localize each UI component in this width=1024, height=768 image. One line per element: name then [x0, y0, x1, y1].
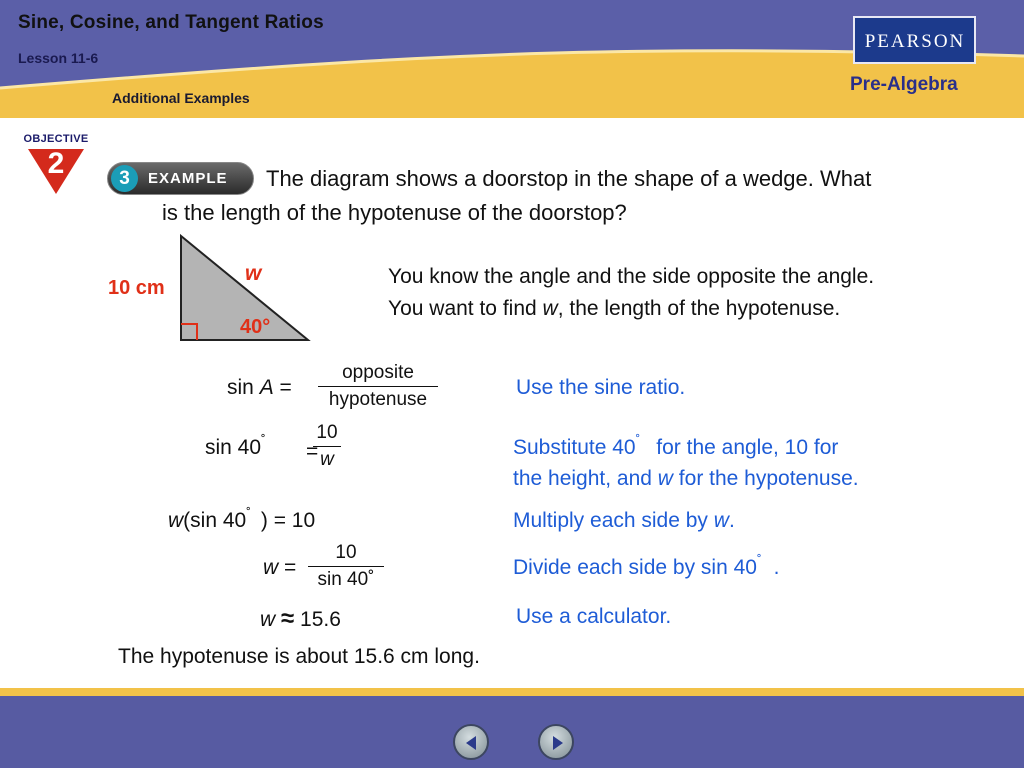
step1-denominator: hypotenuse	[328, 389, 428, 410]
step2-note-line-2: the height, and w for the hypotenuse.	[513, 467, 859, 490]
step5-equation: w ≈ 15.6	[260, 605, 341, 632]
step2-lhs: sin 40˚	[205, 432, 266, 459]
problem-line-2: is the length of the hypotenuse of the doorstop?	[162, 200, 627, 225]
footer-bar	[0, 688, 1024, 768]
previous-slide-button[interactable]	[453, 724, 489, 760]
course-name: Pre-Algebra	[850, 74, 958, 95]
step3-equation: w(sin 40˚ ) = 10	[168, 505, 316, 532]
step3-note: Multiply each side by w.	[513, 509, 735, 532]
step1-lhs: sin A =	[227, 376, 292, 399]
step2-fraction	[313, 422, 341, 471]
slide-title: Sine, Cosine, and Tangent Ratios	[18, 12, 324, 33]
next-slide-button[interactable]	[538, 724, 574, 760]
step2-note-line-1: Substitute 40˚ for the angle, 10 for	[513, 432, 839, 459]
hypotenuse-label: w	[245, 262, 262, 285]
pearson-logo-wordmark	[860, 25, 970, 55]
angle-label: 40°	[240, 316, 271, 338]
objective-badge	[20, 133, 92, 195]
conclusion-text: The hypotenuse is about 15.6 cm long.	[118, 645, 480, 668]
step2-denominator: w	[320, 449, 334, 470]
step1-note: Use the sine ratio.	[516, 376, 686, 399]
example-number: 3	[111, 165, 138, 192]
step1-numerator: opposite	[342, 362, 414, 383]
step4-denominator: sin 40˚	[317, 569, 375, 590]
step4-numerator: 10	[335, 542, 357, 563]
chevron-right-icon	[549, 735, 565, 751]
intro-line-1: You know the angle and the side opposite the angle.	[388, 265, 875, 288]
section-subtitle: Additional Examples	[112, 90, 250, 106]
intro-text	[388, 261, 874, 325]
header-banner	[0, 0, 1024, 118]
step4-fraction	[308, 542, 384, 591]
step4-note: Divide each side by sin 40˚ .	[513, 552, 780, 579]
objective-label: OBJECTIVE	[23, 133, 89, 145]
problem-line-1: The diagram shows a doorstop in the shape of a wedge. What	[266, 166, 872, 191]
objective-number: 2	[47, 147, 65, 180]
intro-line-2: You want to find w, the length of the hypotenuse.	[388, 297, 841, 320]
example-label: EXAMPLE	[148, 170, 228, 187]
chevron-left-icon	[464, 735, 480, 751]
example-badge	[107, 162, 254, 195]
step2-numerator: 10	[316, 422, 338, 443]
step1-fraction	[318, 362, 438, 411]
pearson-logo	[853, 16, 976, 64]
side-length-label: 10 cm	[108, 277, 165, 299]
step5-note: Use a calculator.	[516, 605, 672, 628]
step2-equals: =	[306, 440, 319, 463]
svg-text:PEARSON: PEARSON	[864, 31, 965, 52]
step4-lhs: w =	[263, 556, 297, 579]
lesson-number: Lesson 11-6	[18, 50, 99, 66]
